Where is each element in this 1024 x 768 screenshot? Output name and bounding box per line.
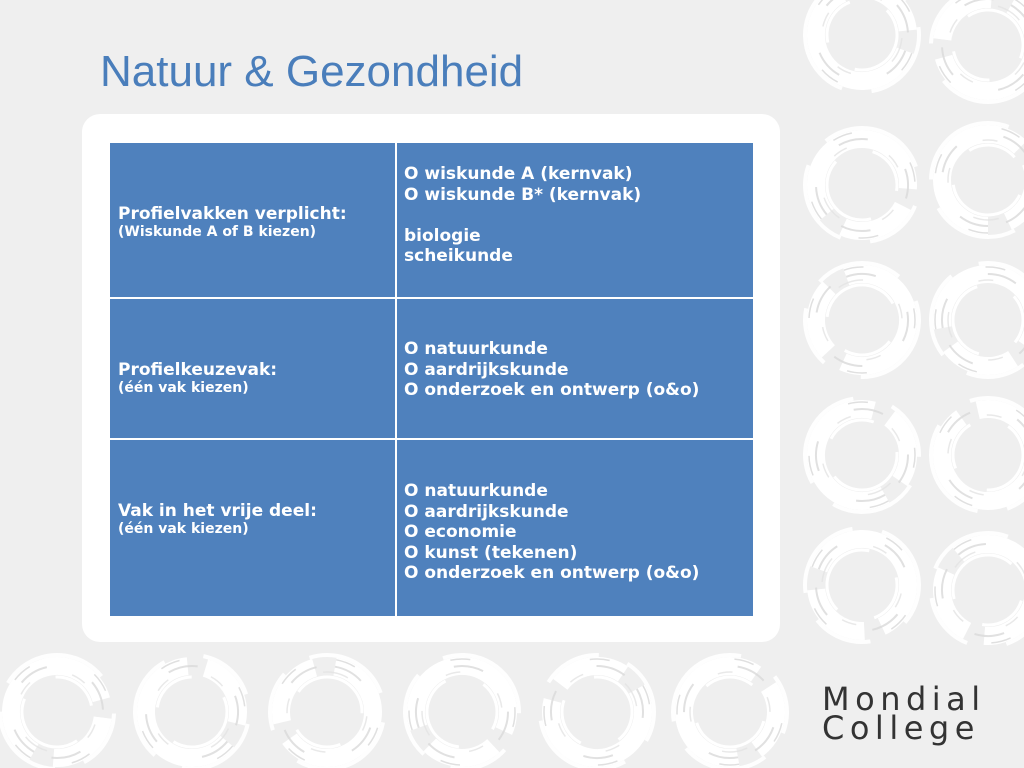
brush-circle-decoration xyxy=(931,123,1024,237)
subject-line: O aardrijkskunde xyxy=(404,501,569,522)
subject-line: O onderzoek en ontwerp (o&o) xyxy=(404,563,700,583)
logo-line-1: Mondial xyxy=(822,680,986,718)
subject-line: O kunst (tekenen) xyxy=(404,542,578,563)
brush-circle-decoration xyxy=(782,105,943,266)
slide-title: Natuur & Gezondheid xyxy=(100,47,524,96)
category-heading: Profielkeuzevak: xyxy=(118,360,278,380)
table-cell-category xyxy=(110,143,395,297)
subject-line: O wiskunde A (kernvak) xyxy=(404,164,633,184)
brush-circle-decoration xyxy=(922,254,1024,386)
brush-circle-decoration xyxy=(112,632,273,768)
table-cell-subjects xyxy=(397,440,753,616)
brush-circle-decoration xyxy=(784,377,940,533)
subject-line: O natuurkunde xyxy=(404,481,548,501)
subject-line: O onderzoek en ontwerp (o&o) xyxy=(404,380,700,400)
subject-line: O wiskunde B* (kernvak) xyxy=(404,184,642,205)
brush-circle-decoration xyxy=(908,510,1024,671)
logo-line-2: College xyxy=(822,709,980,747)
brush-circle-decoration xyxy=(519,634,675,768)
brush-circle-decoration xyxy=(789,0,935,108)
category-note: (één vak kiezen) xyxy=(118,521,249,537)
table-cell-subjects xyxy=(397,143,753,297)
subject-table xyxy=(110,143,753,616)
brush-circle-decoration xyxy=(922,389,1024,521)
brush-circle-decoration xyxy=(910,0,1024,123)
brush-circle-decoration xyxy=(261,646,393,768)
category-note: (één vak kiezen) xyxy=(118,380,249,396)
table-cell-category xyxy=(110,440,395,616)
brush-circle-decoration xyxy=(789,247,935,393)
subject-line: O economie xyxy=(404,522,517,542)
subject-line: O aardrijkskunde xyxy=(404,359,569,380)
brush-circle-decoration xyxy=(0,634,135,768)
category-heading: Vak in het vrije deel: xyxy=(118,501,317,521)
category-heading: Profielvakken verplicht: xyxy=(118,204,347,224)
brush-circle-decoration xyxy=(789,512,935,658)
brush-circle-decoration xyxy=(389,639,535,768)
subject-line: O natuurkunde xyxy=(404,339,548,359)
category-note: (Wiskunde A of B kiezen) xyxy=(118,224,317,240)
table-cell-subjects xyxy=(397,299,753,438)
table-cell-category xyxy=(110,299,395,438)
subject-line: scheikunde xyxy=(404,246,513,266)
subject-line: biologie xyxy=(404,225,481,246)
mondial-college-logo xyxy=(822,680,986,747)
brush-circle-decoration xyxy=(664,646,796,768)
